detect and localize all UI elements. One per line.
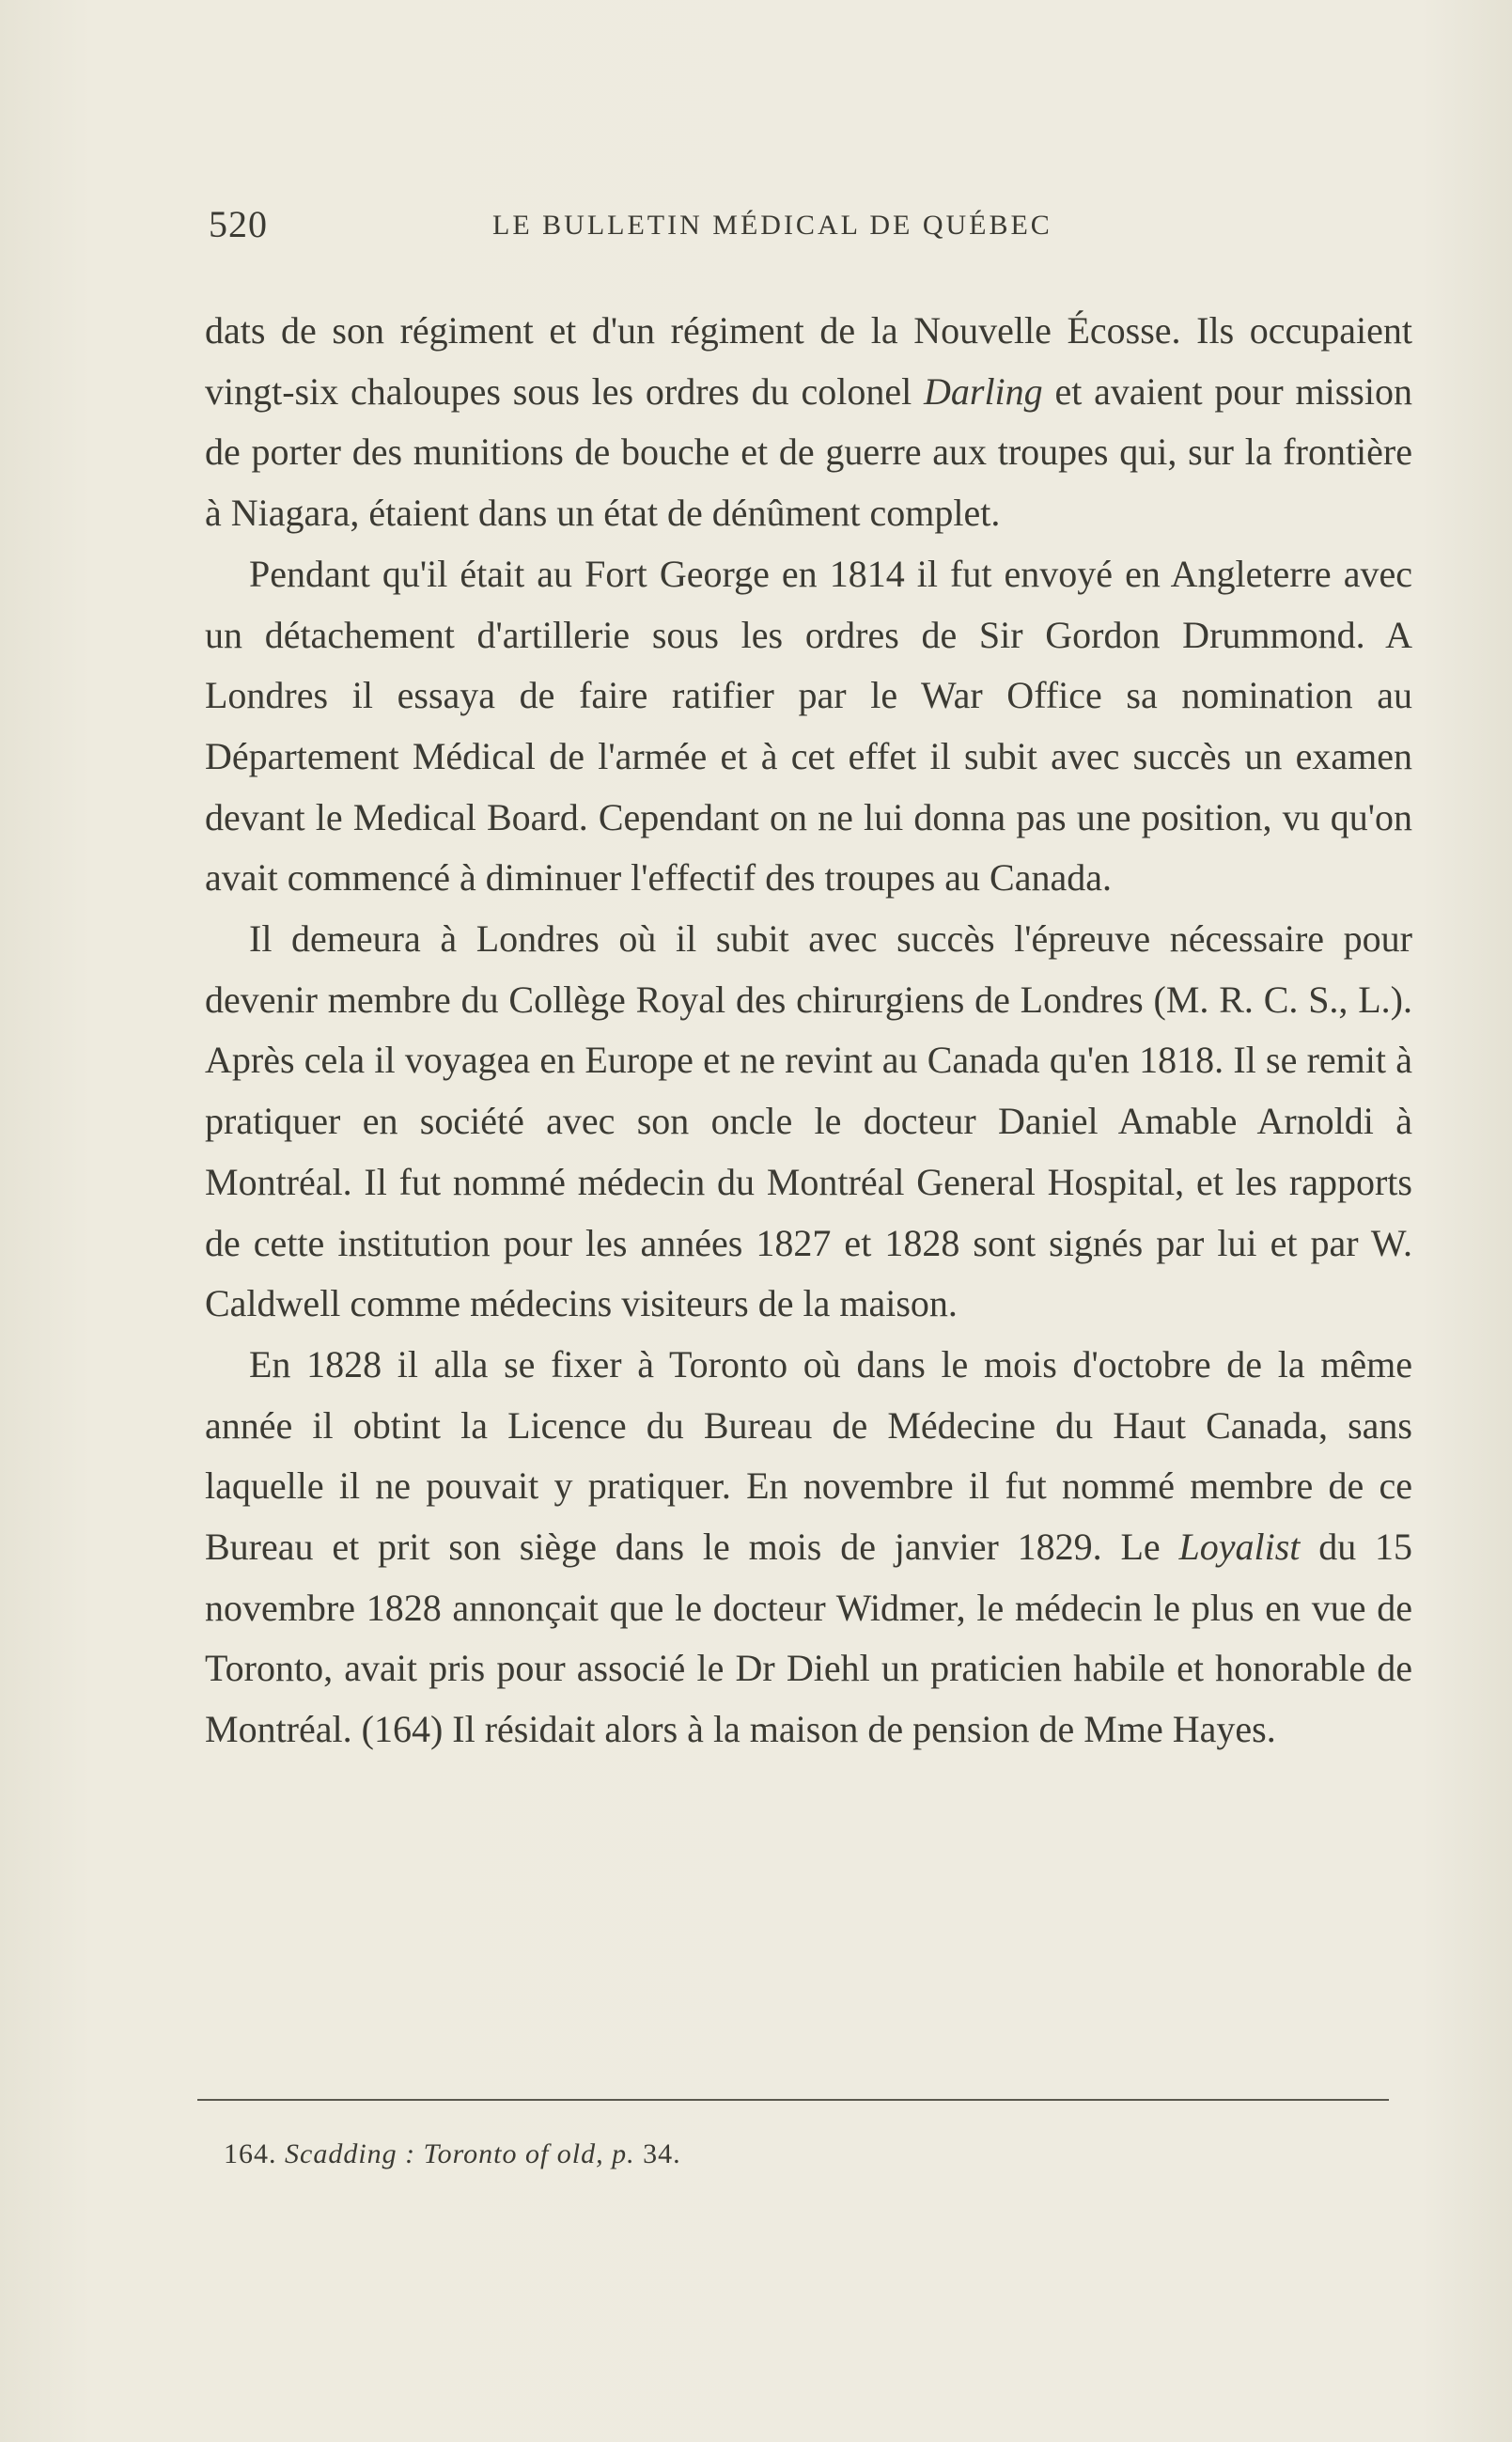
footnote-number: 164. [224, 2138, 277, 2169]
paragraph-3: Il demeura à Londres où il subit avec succès l'épreuve nécessaire pour devenir membre du Collège Royal des chirurgiens de Londres (M. R. C. S., L.). Après cela il voyagea en Europe et ne revint au Canada qu'en 1818. Il se remit à pratiquer en société avec son oncle le docteur Daniel Amable Arnoldi à Montréal. Il fut nommé médecin du Montréal General Hospital, et les rapports de cette institution pour les années 1827 et 1828 sont signés par lui et par W. Caldwell comme médecins visiteurs de la maison. [205, 917, 1412, 1325]
page-number: 520 [209, 203, 268, 245]
page-header [209, 202, 1125, 258]
footnote-author: Scadding : [285, 2138, 416, 2169]
footnote [224, 2138, 681, 2170]
footnote-page: 34. [643, 2138, 681, 2169]
paragraph-4-text-a: En 1828 il alla se fixer à Toronto où dans le mois d'octobre de la même année il obtint la Licence du Bureau de Médecine du Haut Canada, sans laquelle il ne pouvait y pratiquer. En novembre il fut nommé membre de ce Bureau et prit son siège dans le mois de janvier 1829. Le [205, 1342, 1412, 1569]
paragraph-1 [205, 301, 1412, 544]
running-head: LE BULLETIN MÉDICAL DE QUÉBEC [492, 210, 1052, 241]
paragraph-1-text-a: dats de son régiment et d'un régiment de la Nouvelle Écosse. Ils occupaient vingt-six chaloupes sous les ordres du colonel [205, 309, 1412, 413]
body-text [205, 301, 1412, 1761]
footnote-title: Toronto of old, p. [423, 2138, 635, 2169]
paragraph-4 [205, 1335, 1412, 1761]
paragraph-2: Pendant qu'il était au Fort George en 1814 il fut envoyé en Angleterre avec un détachement d'artillerie sous les ordres de Sir Gordon Drummond. A Londres il essaya de faire ratifier par le War Office sa nomination au Département Médical de l'armée et à cet effet il subit avec succès un examen devant le Medical Board. Cependant on ne lui donna pas une position, vu qu'on avait commencé à diminuer l'effectif des troupes au Canada. [205, 552, 1412, 900]
footnote-divider [197, 2099, 1389, 2101]
paragraph-1-italic: Darling [923, 369, 1043, 413]
paragraph-4-text-b: du 15 novembre 1828 annonçait que le docteur Widmer, le médecin le plus en vue de Toronto, avait pris pour associé le Dr Diehl un praticien habile et honorable de Montréal. (164) Il résidait alors à la maison de pension de Mme Hayes. [205, 1526, 1413, 1751]
paragraph-1-text-b: et avaient pour mission de porter des munitions de bouche et de guerre aux troupes qui, sur la frontière à Niagara, étaient dans un état de dénûment complet. [205, 369, 1412, 535]
paragraph-4-italic: Loyalist [1178, 1526, 1301, 1569]
